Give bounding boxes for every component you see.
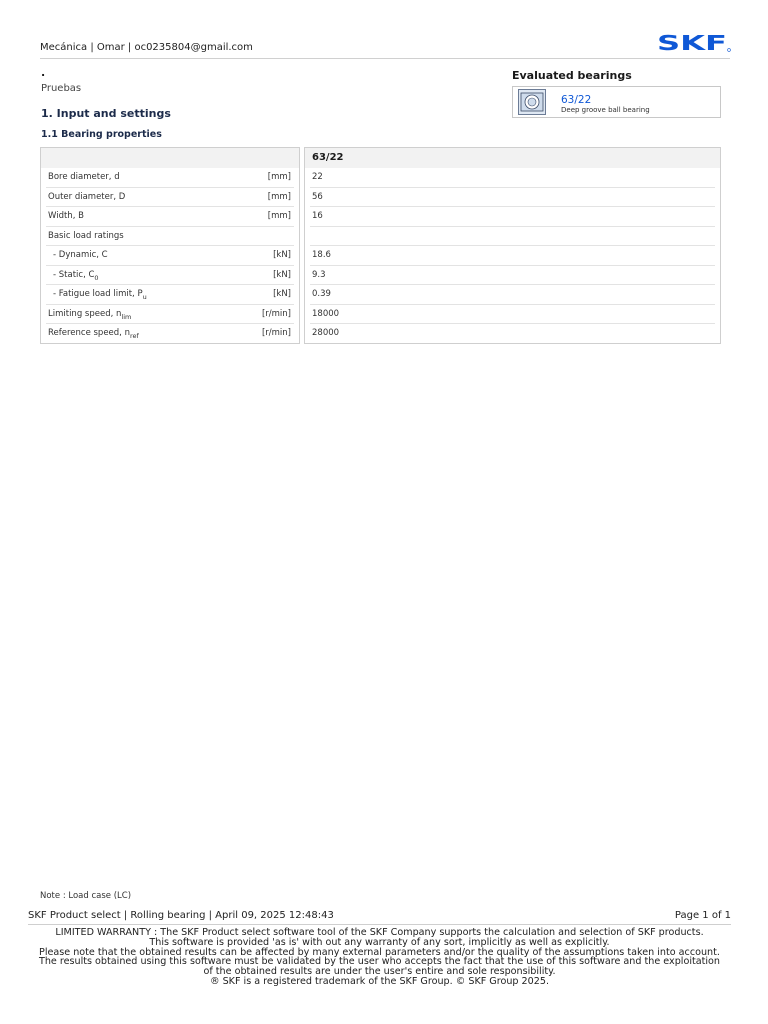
- evaluated-bearing-card[interactable]: [512, 86, 721, 118]
- property-label: Reference speed, $n_{ref}$: [48, 328, 139, 340]
- properties-bearing-header: 63/22: [305, 148, 720, 168]
- property-unit: [r/min]: [261, 328, 291, 338]
- evaluated-bearing-name[interactable]: 63/22: [561, 94, 592, 106]
- property-row: [46, 188, 294, 208]
- property-value: 18.6: [312, 250, 331, 260]
- property-row: [46, 305, 294, 325]
- section-title-input-settings: 1. Input and settings: [41, 107, 171, 120]
- warranty-line: Please note that the obtained results can be affected by many external parameters and/or the quality of the assumptions taken into account.: [39, 946, 720, 958]
- bearing-cross-section-icon: [518, 89, 546, 115]
- warranty-line: LIMITED WARRANTY : The SKF Product select software tool of the SKF Company supports the calculation and selection of SKF products.: [55, 927, 704, 938]
- header-user-line: Mecánica | Omar | oc0235804@gmail.com: [40, 42, 253, 53]
- property-label: - Static, $C_0$: [53, 269, 99, 282]
- property-value: 22: [312, 172, 323, 182]
- property-value: 16: [312, 211, 323, 221]
- property-unit: [r/min]: [261, 308, 291, 319]
- property-value: 28000: [312, 328, 340, 338]
- property-row: [46, 246, 294, 266]
- property-row: [46, 227, 294, 247]
- property-value: 9.3: [312, 269, 326, 280]
- property-label: Outer diameter, D: [48, 191, 126, 202]
- property-value-row: [310, 246, 715, 266]
- property-label: - Fatigue load limit, $P_u$: [53, 289, 147, 301]
- property-value-row: [310, 168, 715, 188]
- warranty-line: The results obtained using this software must be validated by the user who accepts the fact that the use of this software and the exploitation: [38, 956, 721, 968]
- project-subtitle: Pruebas: [41, 83, 82, 94]
- section-title-bearing-properties: 1.1 Bearing properties: [41, 129, 162, 140]
- property-label: Limiting speed, $n_{lim}$: [48, 308, 132, 321]
- property-value-row: [310, 188, 715, 208]
- property-value-row: [310, 305, 715, 325]
- property-row: [46, 168, 294, 188]
- property-label: Width, B: [48, 211, 84, 221]
- skf-logo-text: SKF: [657, 33, 727, 53]
- warranty-line: of the obtained results are under the user's entire and sole responsibility.: [203, 966, 556, 978]
- property-unit: [kN]: [273, 250, 291, 260]
- property-unit: [kN]: [273, 269, 291, 280]
- project-title: .: [41, 66, 46, 79]
- properties-label-column: [40, 147, 300, 344]
- property-unit: [mm]: [267, 211, 291, 221]
- property-row: [46, 266, 294, 286]
- property-row: [46, 285, 294, 305]
- footer-page-number: Page 1 of 1: [674, 910, 731, 921]
- skf-logo: [657, 33, 731, 53]
- properties-value-column: [304, 147, 721, 344]
- property-unit: [mm]: [267, 172, 291, 182]
- properties-label-header: [41, 148, 299, 168]
- property-label: - Dynamic, C: [53, 250, 108, 260]
- header-divider: [40, 58, 730, 59]
- property-value-row: [310, 285, 715, 305]
- property-value-row: [310, 207, 715, 227]
- footer-divider: [28, 924, 731, 925]
- evaluated-bearing-description: Deep groove ball bearing: [561, 106, 650, 114]
- property-unit: [mm]: [267, 191, 291, 202]
- property-label: Bore diameter, d: [48, 172, 120, 182]
- warranty-line: ® SKF is a registered trademark of the SKF Group. © SKF Group 2025.: [209, 975, 550, 987]
- property-label: Basic load ratings: [48, 230, 124, 241]
- property-unit: [kN]: [273, 289, 291, 299]
- property-row: [46, 207, 294, 227]
- property-row: [46, 324, 294, 344]
- property-value-row: [310, 266, 715, 286]
- property-value: 18000: [312, 308, 340, 319]
- warranty-text: [28, 928, 731, 987]
- warranty-line: This software is provided 'as is' with out any warranty of any sort, implicitly as well as explicitly.: [149, 936, 610, 948]
- property-value: 56: [312, 191, 323, 202]
- property-value-row: [310, 324, 715, 344]
- property-value-row: [310, 227, 715, 247]
- footer-product-info: SKF Product select | Rolling bearing | April 09, 2025 12:48:43: [28, 910, 334, 921]
- evaluated-bearings-title: Evaluated bearings: [512, 69, 632, 82]
- load-case-note: Note : Load case (LC): [40, 891, 132, 901]
- property-value: 0.39: [312, 289, 331, 299]
